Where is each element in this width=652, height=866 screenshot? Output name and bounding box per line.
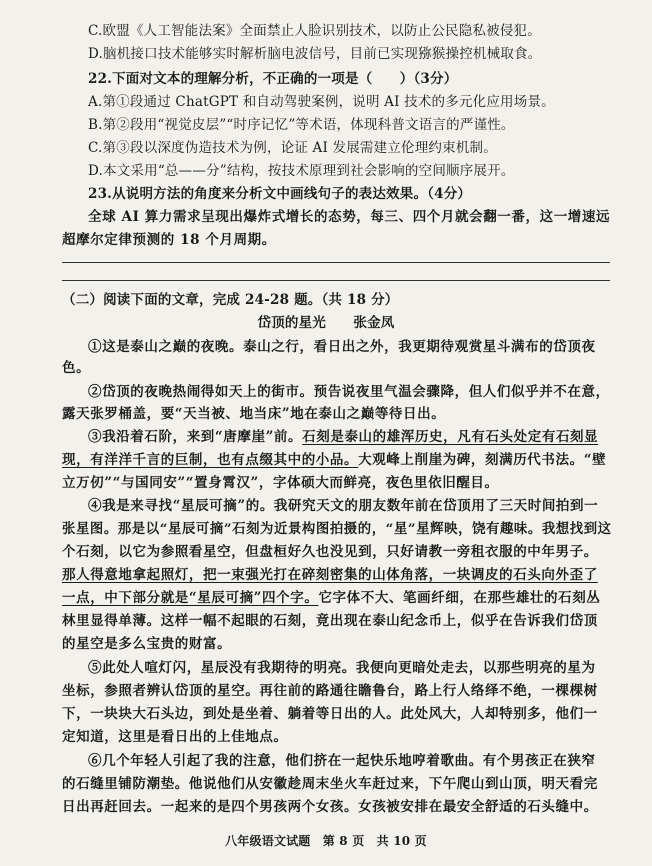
answer-line-2 <box>62 280 610 281</box>
underlined-sentence: 石刻是泰山的雄浑历史，凡有石头处定有石刻显 <box>302 429 599 445</box>
option-d-previous: D.脑机接口技术能够实时解析脑电波信号，目前已实现猕猴操控机械取食。 <box>88 46 542 62</box>
article-title-author: 岱顶的星光 张金凤 <box>257 315 395 331</box>
answer-line-1 <box>62 262 610 263</box>
question-22-option-a: A.第①段通过 ChatGPT 和自动驾驶案例，说明 AI 技术的多元化应用场景。 <box>88 94 555 110</box>
question-22-stem: 22.下面对文本的理解分析，不正确的一项是（ ）（3分） <box>88 71 458 87</box>
paragraph-line: 张星图。那是以“星辰可摘”石刻为近景构图拍摄的，“星”星辉映，饶有趣味。我想找到这 <box>62 521 612 537</box>
question-23-quote-line-1: 全球 AI 算力需求呈现出爆炸式增长的态势，每三、四个月就会翻一番，这一增速远 <box>88 209 611 225</box>
paragraph-line: ①这是泰山之巅的夜晚。泰山之行，看日出之外，我更期待观赏星斗满布的岱顶夜 <box>88 339 596 355</box>
underlined-sentence: 那人得意地拿起照灯，把一束强光打在碎刻密集的山体角落，一块调皮的石头向外歪了 <box>62 567 598 583</box>
paragraph-text: 大观峰上削崖为碑，刻满历代书法。“壁 <box>358 452 607 468</box>
paragraph-text: 它字体不大、笔画纤细，在那些雄壮的石刻丛 <box>318 590 601 606</box>
question-23-quote-line-2: 超摩尔定律预测的 18 个月周期。 <box>62 232 276 248</box>
paragraph-line: 的石缝里铺防潮垫。他说他们从安徽趁周末坐火车赶过来，下午爬山到山顶，明天看完 <box>62 776 598 792</box>
section-2-heading: （二）阅读下面的文章，完成 24-28 题。（共 18 分） <box>62 292 399 308</box>
paragraph-line: 露天张罗桶盖，要“天当被、地当床”地在泰山之巅等待日出。 <box>62 406 446 422</box>
paragraph-line: 色。 <box>62 360 91 376</box>
paragraph-line: 的星空是多么宝贵的财富。 <box>62 636 232 652</box>
underlined-sentence: 一点，中下部分就是“星辰可摘”四个字。 <box>62 590 319 606</box>
paragraph-line: 林里显得单薄。这样一幅不起眼的石刻，竟出现在泰山纪念币上，似乎在告诉我们岱顶 <box>62 613 598 629</box>
question-22-option-b: B.第②段用“视觉皮层”“时序记忆”等术语，体现科普文语言的严谨性。 <box>88 117 515 133</box>
paragraph-line: 立万仞”“与国同安”“置身霄汉”，字体硕大而鲜亮，夜色里依旧醒目。 <box>62 475 499 491</box>
paragraph-line: 个石刻，以它为参照看星空，但盘桓好久也没见到，只好请教一旁租衣服的中年男子。 <box>62 544 598 560</box>
paragraph-line: ⑥几个年轻人引起了我的注意，他们挤在一起快乐地哼着歌曲。有个男孩正在狭窄 <box>88 753 596 769</box>
paragraph-line <box>62 589 600 607</box>
paragraph-line: ④我是来寻找“星辰可摘”的。我研究天文的朋友数年前在岱顶用了三天时间拍到一 <box>88 498 599 514</box>
question-22-option-c: C.第③段以深度伪造技术为例，论证 AI 发展需建立伦理约束机制。 <box>88 140 497 156</box>
paragraph-line: 下，一块块大石头边，到处是坐着、躺着等日出的人。此处风大，人却特别多，他们一 <box>62 706 598 722</box>
underlined-sentence: 现，有洋洋千言的巨制，也有点缀其中的小品。 <box>62 452 359 468</box>
paragraph-line: 定知道，这里是看日出的上佳地点。 <box>62 729 288 745</box>
paragraph-line <box>88 428 598 446</box>
paragraph-line: ⑤此处人喧灯闪，星辰没有我期待的明亮。我便向更暗处走去，以那些明亮的星为 <box>88 660 596 676</box>
paragraph-text: ③我沿着石阶，来到“唐摩崖”前。 <box>88 429 303 445</box>
question-23-stem: 23.从说明方法的角度来分析文中画线句子的表达效果。（4分） <box>88 186 472 202</box>
paragraph-line <box>62 451 606 469</box>
paragraph-line: 日出再赶回去。一起来的是四个男孩两个女孩。女孩被安排在最安全舒适的石头缝中。 <box>62 799 598 815</box>
page-footer: 八年级语文试题 第 8 页 共 10 页 <box>225 834 427 848</box>
paragraph-line: ②岱顶的夜晚热闹得如天上的街市。预告说夜里气温会骤降，但人们似乎并不在意， <box>88 384 610 400</box>
question-22-option-d: D.本文采用“总——分”结构，按技术原理到社会影响的空间顺序展开。 <box>88 163 515 179</box>
option-c-previous: C.欧盟《人工智能法案》全面禁止人脸识别技术，以防止公民隐私被侵犯。 <box>88 23 541 39</box>
paragraph-line: 坐标，参照者辨认岱顶的星空。再往前的路通往瞻鲁台，路上行人络绎不绝，一棵棵树 <box>62 683 598 699</box>
